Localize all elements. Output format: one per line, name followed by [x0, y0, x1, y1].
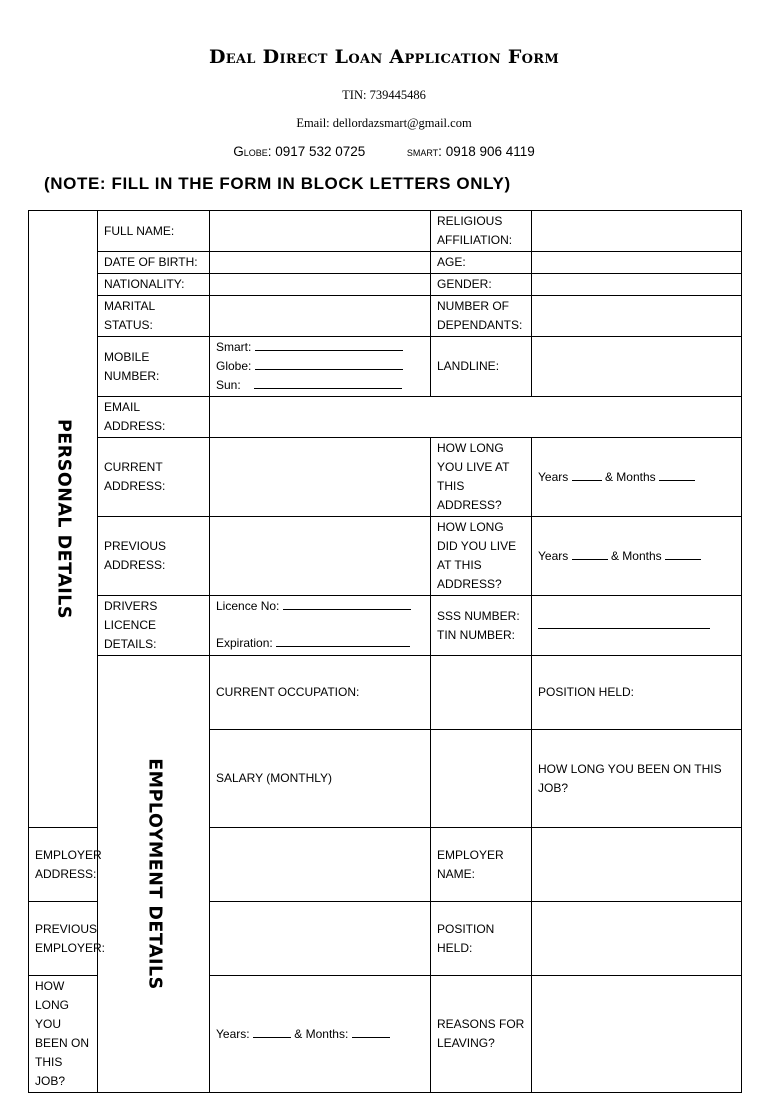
- years-label: Years: [538, 469, 569, 484]
- how-long-did-live-label: HOW LONG DID YOU LIVE AT THIS ADDRESS?: [431, 517, 532, 596]
- landline-label: LANDLINE:: [431, 337, 532, 397]
- email-address-field[interactable]: [210, 397, 742, 438]
- current-address-label: CURRENT ADDRESS:: [98, 438, 210, 517]
- smart-number: 0918 906 4119: [445, 144, 535, 159]
- row-full-name: [29, 211, 742, 252]
- gender-field[interactable]: [532, 274, 742, 296]
- prev-how-long-label: HOW LONG YOU BEEN ON THIS JOB?: [29, 976, 98, 1093]
- dob-label: DATE OF BIRTH:: [98, 252, 210, 274]
- how-long-live-field[interactable]: [532, 438, 742, 517]
- globe-number: 0917 532 0725: [275, 144, 366, 159]
- email-address-label: EMAIL ADDRESS:: [98, 397, 210, 438]
- marital-status-field[interactable]: [210, 296, 431, 337]
- nationality-field[interactable]: [210, 274, 431, 296]
- religious-affiliation-label: RELIGIOUS AFFILIATION:: [431, 211, 532, 252]
- age-field[interactable]: [532, 252, 742, 274]
- employment-details-section: [98, 656, 210, 1093]
- row-marital: [29, 296, 742, 337]
- mobile-globe-label: Globe:: [216, 359, 252, 373]
- reasons-leaving-field[interactable]: [532, 976, 742, 1093]
- block-letters-note: (NOTE: FILL IN THE FORM IN BLOCK LETTERS ONLY): [44, 174, 511, 193]
- employer-name-field[interactable]: [532, 828, 742, 902]
- gender-label: GENDER:: [431, 274, 532, 296]
- employer-name-label: EMPLOYER NAME:: [431, 828, 532, 902]
- row-email: [29, 397, 742, 438]
- reasons-leaving-label: REASONS FOR LEAVING?: [431, 976, 532, 1093]
- personal-details-heading: PERSONAL DETAILS: [53, 418, 74, 620]
- form-title: Deal Direct Loan Application Form: [208, 46, 560, 68]
- tin-line: TIN: 739445486: [342, 88, 426, 102]
- drivers-licence-field[interactable]: [210, 596, 431, 656]
- previous-address-label: PREVIOUS ADDRESS:: [98, 517, 210, 596]
- mobile-sun-line[interactable]: [216, 376, 424, 395]
- dob-field[interactable]: [210, 252, 431, 274]
- marital-status-label: MARITAL STATUS:: [98, 296, 210, 337]
- sss-number-label: SSS NUMBER:: [437, 608, 520, 623]
- mobile-smart-label: Smart:: [216, 340, 252, 354]
- expiration-label: Expiration:: [216, 636, 273, 650]
- row-current-occupation: [29, 656, 742, 730]
- current-address-field[interactable]: [210, 438, 431, 517]
- years-label: Years: [538, 548, 569, 563]
- drivers-licence-label: DRIVERS LICENCE DETAILS:: [98, 596, 210, 656]
- salary-label: SALARY (MONTHLY): [210, 730, 431, 828]
- how-long-job-label: HOW LONG YOU BEEN ON THIS JOB?: [532, 730, 742, 828]
- how-long-live-label: HOW LONG YOU LIVE AT THIS ADDRESS?: [431, 438, 532, 517]
- previous-employer-label: PREVIOUS EMPLOYER:: [29, 902, 98, 976]
- prev-years-label: Years:: [216, 1026, 250, 1041]
- expiration-line[interactable]: [216, 634, 424, 653]
- dependants-field[interactable]: [532, 296, 742, 337]
- dependants-label: NUMBER OF DEPENDANTS:: [431, 296, 532, 337]
- current-occupation-label: CURRENT OCCUPATION:: [210, 656, 431, 730]
- sss-tin-field[interactable]: [532, 596, 742, 656]
- mobile-sun-label: Sun:: [216, 378, 241, 392]
- licence-no-line[interactable]: [216, 597, 424, 616]
- licence-no-label: Licence No:: [216, 599, 280, 613]
- age-label: AGE:: [431, 252, 532, 274]
- mobile-globe-line[interactable]: [216, 357, 424, 376]
- months-label: & Months: [604, 469, 656, 484]
- prev-months-label: & Months:: [294, 1026, 349, 1041]
- prev-position-held-label: POSITION HELD:: [431, 902, 532, 976]
- mobile-number-label: MOBILE NUMBER:: [98, 337, 210, 397]
- prev-how-long-field[interactable]: [210, 976, 431, 1093]
- sss-tin-label: [431, 596, 532, 656]
- religious-affiliation-field[interactable]: [532, 211, 742, 252]
- prev-position-held-field[interactable]: [532, 902, 742, 976]
- mobile-smart-line[interactable]: [216, 338, 424, 357]
- personal-details-section: [29, 211, 98, 828]
- smart-label: smart:: [406, 144, 442, 159]
- employer-address-label: EMPLOYER ADDRESS:: [29, 828, 98, 902]
- row-current-address: [29, 438, 742, 517]
- months-label: & Months: [610, 548, 662, 563]
- tin-number-label: TIN NUMBER:: [437, 627, 515, 642]
- application-form-table: [28, 210, 742, 1093]
- mobile-number-field[interactable]: [210, 337, 431, 397]
- previous-employer-field[interactable]: [210, 902, 431, 976]
- salary-field[interactable]: [431, 730, 532, 828]
- row-dob: [29, 252, 742, 274]
- nationality-label: NATIONALITY:: [98, 274, 210, 296]
- current-occupation-field[interactable]: [431, 656, 532, 730]
- how-long-did-live-field[interactable]: [532, 517, 742, 596]
- row-drivers-licence: [29, 596, 742, 656]
- landline-field[interactable]: [532, 337, 742, 397]
- full-name-field[interactable]: [210, 211, 431, 252]
- globe-label: Globe:: [233, 144, 272, 159]
- position-held-label: POSITION HELD:: [532, 656, 742, 730]
- employment-details-heading: EMPLOYMENT DETAILS: [144, 758, 164, 990]
- row-mobile: [29, 337, 742, 397]
- employer-address-field[interactable]: [210, 828, 431, 902]
- phone-line: [0, 144, 768, 159]
- full-name-label: FULL NAME:: [98, 211, 210, 252]
- previous-address-field[interactable]: [210, 517, 431, 596]
- row-previous-address: [29, 517, 742, 596]
- email-line: Email: dellordazsmart@gmail.com: [296, 116, 472, 130]
- row-nationality: [29, 274, 742, 296]
